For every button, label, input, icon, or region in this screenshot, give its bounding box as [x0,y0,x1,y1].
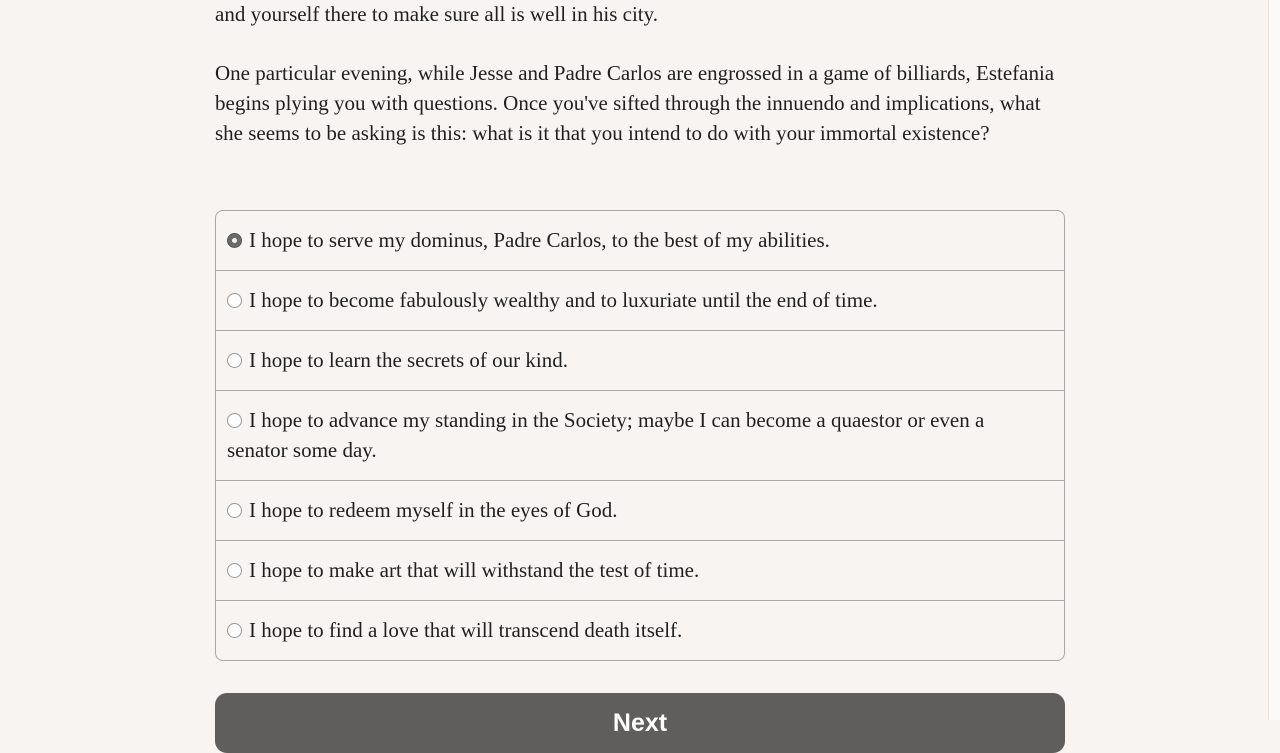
story-paragraph-previous: and yourself there to make sure all is well in his city. [215,2,659,26]
choice-list [215,210,1065,661]
choice-option[interactable] [216,330,1064,390]
choice-option[interactable] [216,270,1064,330]
choice-label: I hope to redeem myself in the eyes of God. [249,498,618,522]
choice-label: I hope to serve my dominus, Padre Carlos, to the best of my abilities. [249,228,830,252]
next-button[interactable]: Next [215,693,1065,753]
choice-label: I hope to learn the secrets of our kind. [249,348,568,372]
choice-label: I hope to become fabulously wealthy and to luxuriate until the end of time. [249,288,878,312]
choice-label: I hope to make art that will withstand the test of time. [249,558,700,582]
radio-icon[interactable] [227,413,242,428]
choice-option[interactable] [216,211,1064,270]
radio-icon[interactable] [227,623,242,638]
choice-label: I hope to find a love that will transcend death itself. [249,618,683,642]
story-paragraph: One particular evening, while Jesse and Padre Carlos are engrossed in a game of billiards, Estefania begins plying you with questions. Once you've sifted through the innuendo and implications, what she seems to be asking is this: what is it that you intend to do with your immortal existence? [215,61,1055,145]
radio-icon[interactable] [227,503,242,518]
radio-selected-icon[interactable] [227,233,242,248]
radio-icon[interactable] [227,353,242,368]
scrollbar[interactable] [1268,0,1280,720]
choice-option[interactable] [216,390,1064,480]
choice-option[interactable] [216,600,1064,660]
radio-icon[interactable] [227,563,242,578]
radio-icon[interactable] [227,293,242,308]
choice-option[interactable] [216,540,1064,600]
choice-label: I hope to advance my standing in the Society; maybe I can become a quaestor or even a senator some day. [227,408,985,462]
choice-option[interactable] [216,480,1064,540]
